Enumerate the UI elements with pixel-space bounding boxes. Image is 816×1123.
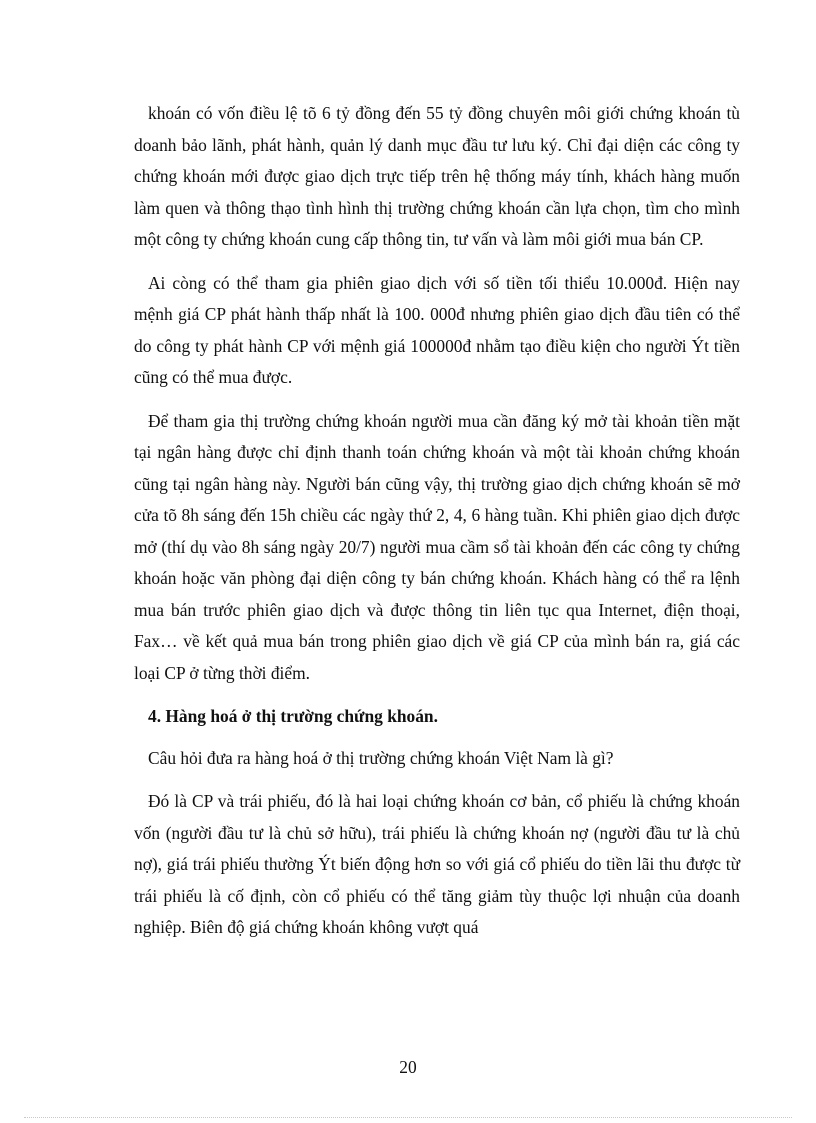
- paragraph-3: Để tham gia thị trường chứng khoán người mua cần đăng ký mở tài khoản tiền mặt tại ngân hàng được chỉ định thanh toán chứng khoán và một tài khoản chứng khoán cũng tại ngân hàng này. Người bán cũng vậy, thị trường giao dịch chứng khoán sẽ mở cửa tõ 8h sáng đến 15h chiều các ngày thứ 2, 4, 6 hàng tuần. Khi phiên giao dịch được mở (thí dụ vào 8h sáng ngày 20/7) người mua cầm sổ tài khoản đến các công ty chứng khoán hoặc văn phòng đại diện công ty bán chứng khoán. Khách hàng có thể ra lệnh mua bán trước phiên giao dịch và được thông tin liên tục qua Internet, điện thoại, Fax… về kết quả mua bán trong phiên giao dịch về giá CP của mình bán ra, giá các loại CP ở từng thời điểm.: [134, 410, 740, 683]
- question-line: Câu hỏi đưa ra hàng hoá ở thị trường chứng khoán Việt Nam là gì?: [148, 747, 614, 768]
- page-bottom-divider: [24, 1117, 792, 1118]
- paragraph-1: khoán có vốn điều lệ tõ 6 tỷ đồng đến 55 tỷ đồng chuyên môi giới chứng khoán tù doanh bảo lãnh, phát hành, quản lý danh mục đầu tư lưu ký. Chỉ đại diện các công ty chứng khoán mới được giao dịch trực tiếp trên hệ thống máy tính, khách hàng muốn làm quen và thông thạo tình hình thị trường chứng khoán cần lựa chọn, tìm cho mình một công ty chứng khoán cung cấp thông tin, tư vấn và làm môi giới mua bán CP.: [134, 103, 740, 249]
- paragraph-2: Ai còng có thể tham gia phiên giao dịch với số tiền tối thiểu 10.000đ. Hiện nay mệnh giá CP phát hành thấp nhất là 100. 000đ nhưng phiên giao dịch đầu tiên có thể do công ty phát hành CP với mệnh giá 100000đ nhằm tạo điều kiện cho người Ýt tiền cũng có thể mua được.: [134, 272, 740, 387]
- body-text: [134, 98, 740, 956]
- paragraph-4: Đó là CP và trái phiếu, đó là hai loại chứng khoán cơ bản, cổ phiếu là chứng khoán vốn (người đầu tư là chủ sở hữu), trái phiếu là chứng khoán nợ (người đầu tư là chủ nợ), giá trái phiếu thường Ýt biến động hơn so với giá cổ phiếu do tiền lãi thu được từ trái phiếu là cố định, còn cổ phiếu có thể tăng giảm tùy thuộc lợi nhuận của doanh nghiệp. Biên độ giá chứng khoán không vượt quá: [134, 791, 740, 937]
- section-heading: 4. Hàng hoá ở thị trường chứng khoán.: [148, 706, 438, 726]
- page-number: 20: [399, 1057, 417, 1077]
